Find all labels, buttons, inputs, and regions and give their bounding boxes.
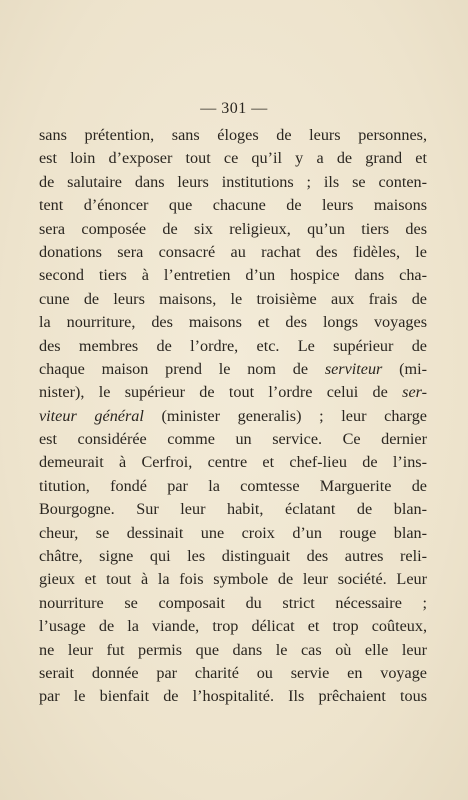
text-line xyxy=(39,475,427,498)
text-run: sera composée de six religieux, qu’un tiers des xyxy=(39,219,427,238)
text-line xyxy=(39,218,427,241)
text-run: est loin d’exposer tout ce qu’il y a de grand et xyxy=(39,149,427,168)
text-line xyxy=(39,451,427,474)
text-line xyxy=(39,288,427,311)
text-run: serait donnée par charité ou servie en voyage xyxy=(39,663,427,682)
body-text xyxy=(39,124,427,709)
text-run: second tiers à l’entretien d’un hospice dans cha- xyxy=(39,266,427,285)
text-run: des membres de l’ordre, etc. Le supérieur de xyxy=(39,336,427,355)
text-run: demeurait à Cerfroi, centre et chef-lieu de l’ins- xyxy=(39,453,427,472)
text-line xyxy=(39,405,427,428)
text-line xyxy=(39,335,427,358)
text-run: Bourgogne. Sur leur habit, éclatant de blan- xyxy=(39,500,427,519)
text-run: gieux et tout à la fois symbole de leur société. Leur xyxy=(39,570,427,589)
text-line xyxy=(39,568,427,591)
text-run: l’usage de la viande, trop délicat et trop coûteux, xyxy=(39,617,427,636)
text-run: ne leur fut permis que dans le cas où elle leur xyxy=(39,640,427,659)
text-line xyxy=(39,147,427,170)
text-line xyxy=(39,194,427,217)
text-run: sans prétention, sans éloges de leurs personnes, xyxy=(39,126,427,144)
text-run: nister), le supérieur de tout l’ordre celui de xyxy=(39,383,403,402)
text-line xyxy=(39,639,427,662)
italic-text: serviteur xyxy=(324,359,383,378)
text-line xyxy=(39,241,427,264)
text-line xyxy=(39,498,427,521)
text-run: de salutaire dans leurs institutions ; ils se conten- xyxy=(39,172,427,191)
text-run: cheur, se dessinait une croix d’un rouge blan- xyxy=(39,523,427,542)
text-line xyxy=(39,662,427,685)
text-line xyxy=(39,264,427,287)
text-run: châtre, signe qui les distinguait des autres reli- xyxy=(39,547,427,566)
text-run: titution, fondé par la comtesse Marguerite de xyxy=(39,476,427,495)
text-run: la nourriture, des maisons et des longs voyages xyxy=(39,313,427,332)
text-line xyxy=(39,615,427,638)
text-run: est considérée comme un service. Ce dernier xyxy=(39,430,427,449)
text-line xyxy=(39,358,427,381)
text-run: par le bienfait de l’hospitalité. Ils prêchaient tous xyxy=(39,687,427,706)
text-run: (mi- xyxy=(382,359,427,378)
italic-text: viteur général xyxy=(39,406,144,425)
text-line xyxy=(39,171,427,194)
text-run: nourriture se composait du strict nécessaire ; xyxy=(39,593,427,612)
text-run: tent d’énoncer que chacune de leurs maisons xyxy=(39,196,427,215)
text-run: (minister generalis) ; leur charge xyxy=(143,406,427,425)
text-line xyxy=(39,592,427,615)
page-number: — 301 — xyxy=(200,100,268,117)
text-line xyxy=(39,545,427,568)
text-run: cune de leurs maisons, le troisième aux frais de xyxy=(39,289,427,308)
text-run: chaque maison prend le nom de xyxy=(39,359,325,378)
text-line xyxy=(39,685,427,708)
text-line xyxy=(39,381,427,404)
text-line xyxy=(39,311,427,334)
text-run: donations sera consacré au rachat des fidèles, le xyxy=(39,242,427,261)
text-line xyxy=(39,124,427,147)
text-line xyxy=(39,428,427,451)
italic-text: ser- xyxy=(402,383,427,402)
text-line xyxy=(39,522,427,545)
